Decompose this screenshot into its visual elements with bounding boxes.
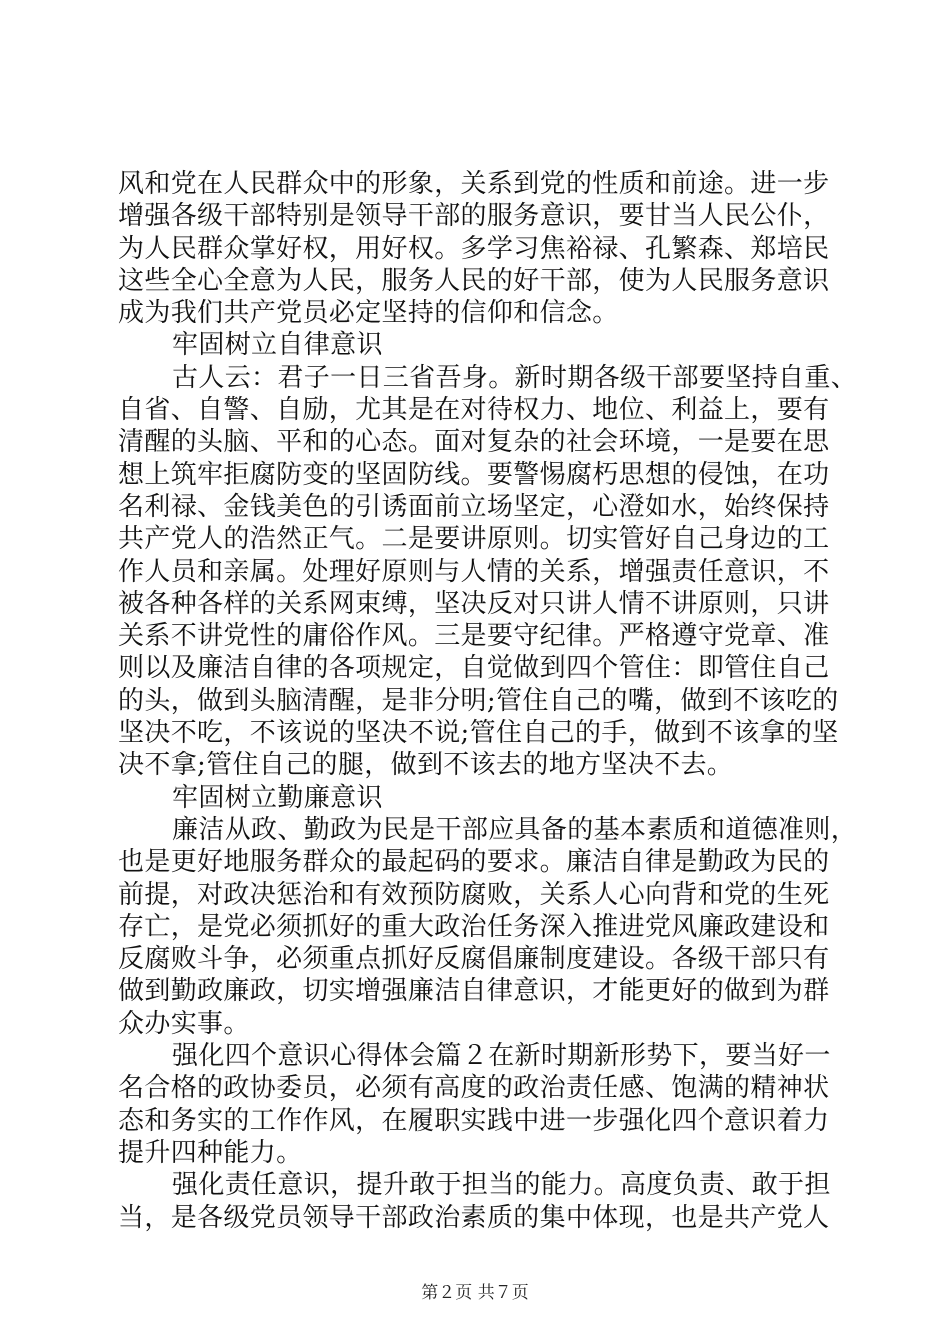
text-line: 成为我们共产党员必定坚持的信仰和信念。 — [118, 298, 619, 329]
text-line: 古人云：君子一日三省吾身。新时期各级干部要坚持自重、 — [172, 362, 858, 393]
text-line: 名合格的政协委员，必须有高度的政治责任感、饱满的精神状 — [118, 1073, 830, 1104]
text-line: 也是更好地服务群众的最起码的要求。廉洁自律是勤政为民的 — [118, 847, 830, 878]
text-line: 当，是各级党员领导干部政治素质的集中体现，也是共产党人 — [118, 1202, 830, 1233]
text-line: 强化责任意识，提升敢于担当的能力。高度负责、敢于担 — [172, 1170, 831, 1201]
text-line: 牢固树立勤廉意识 — [172, 782, 383, 813]
text-line: 想上筑牢拒腐防变的坚固防线。要警惕腐朽思想的侵蚀，在功 — [118, 459, 830, 490]
text-line: 强化四个意识心得体会篇２在新时期新形势下，要当好一 — [172, 1041, 831, 1072]
text-line: 这些全心全意为人民，服务人民的好干部，使为人民服务意识 — [118, 265, 830, 296]
document-body — [118, 168, 858, 1234]
text-line: 坚决不吃，不该说的坚决不说;管住自己的手，做到不该拿的坚 — [118, 718, 839, 749]
text-line: 名利禄、金钱美色的引诱面前立场坚定，心澄如水，始终保持 — [118, 491, 830, 522]
text-line: 自省、自警、自励，尤其是在对待权力、地位、利益上，要有 — [118, 395, 830, 426]
text-line: 前提，对政决惩治和有效预防腐败，关系人心向背和党的生死 — [118, 879, 830, 910]
text-line: 风和党在人民群众中的形象，关系到党的性质和前途。进一步 — [118, 169, 830, 199]
text-line: 牢固树立自律意识 — [172, 330, 383, 361]
text-line: 清醒的头脑、平和的心态。面对复杂的社会环境，一是要在思 — [118, 427, 830, 458]
text-line: 做到勤政廉政，切实增强廉洁自律意识，才能更好的做到为群 — [118, 976, 830, 1007]
text-line: 被各种各样的关系网束缚，坚决反对只讲人情不讲原则，只讲 — [118, 588, 830, 619]
text-line: 增强各级干部特别是领导干部的服务意识，要甘当人民公仆， — [118, 201, 830, 232]
text-line: 作人员和亲属。处理好原则与人情的关系，增强责任意识，不 — [118, 556, 830, 587]
text-line: 反腐败斗争，必须重点抓好反腐倡廉制度建设。各级干部只有 — [118, 944, 830, 975]
text-line: 共产党人的浩然正气。二是要讲原则。切实管好自己身边的工 — [118, 524, 830, 555]
text-line: 决不拿;管住自己的腿，做到不该去的地方坚决不去。 — [118, 750, 734, 781]
text-line: 众办实事。 — [118, 1008, 250, 1039]
text-line: 存亡，是党必须抓好的重大政治任务深入推进党风廉政建设和 — [118, 911, 830, 942]
page-number-footer: 第２页 共７页 — [421, 1283, 529, 1303]
text-line: 为人民群众掌好权，用好权。多学习焦裕禄、孔繁森、郑培民 — [118, 233, 830, 264]
text-line: 的头，做到头脑清醒，是非分明;管住自己的嘴，做到不该吃的 — [118, 685, 839, 716]
text-line: 提升四种能力。 — [118, 1137, 303, 1168]
text-line: 廉洁从政、勤政为民是干部应具备的基本素质和道德准则， — [172, 814, 858, 845]
text-line: 关系不讲党性的庸俗作风。三是要守纪律。严格遵守党章、准 — [118, 621, 830, 652]
text-line: 则以及廉洁自律的各项规定，自觉做到四个管住：即管住自己 — [118, 653, 830, 684]
text-line: 态和务实的工作作风，在履职实践中进一步强化四个意识着力 — [118, 1105, 830, 1136]
